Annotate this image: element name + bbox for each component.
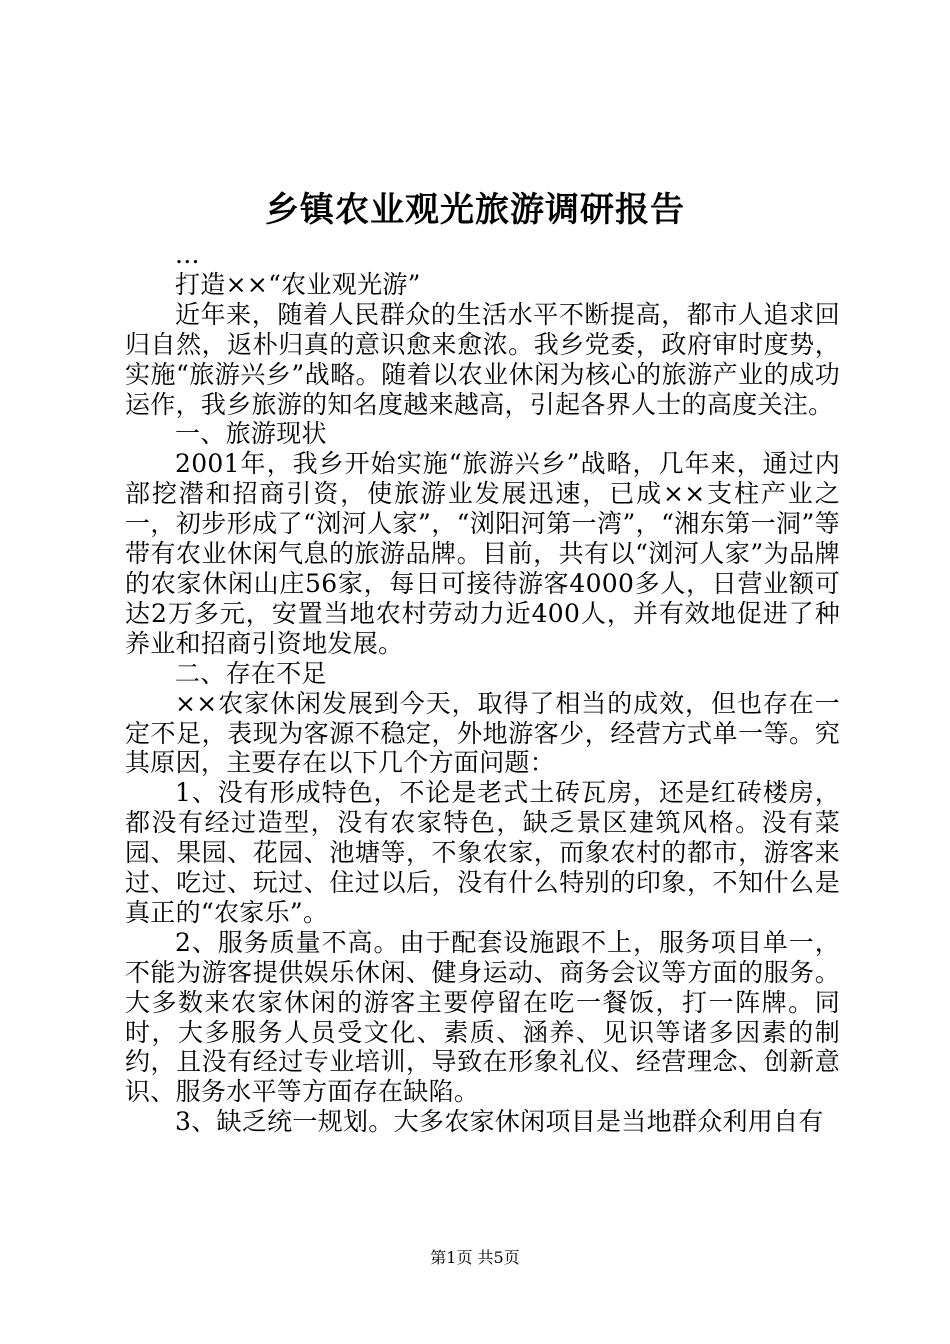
document-title: 乡镇农业观光旅游调研报告 xyxy=(265,190,685,230)
paragraph-point-3: 3、缺乏统一规划。大多农家休闲项目是当地群众利用自有 xyxy=(175,1107,824,1137)
document-body xyxy=(125,240,840,1137)
section-heading-status: 一、旅游现状 xyxy=(175,419,327,449)
paragraph-ellipsis: ... xyxy=(175,240,200,269)
paragraph-subtitle: 打造××“农业观光游” xyxy=(175,269,421,299)
paragraph-point-2: 2、服务质量不高。由于配套设施跟不上，服务项目单一，不能为游客提供娱乐休闲、健身运动、商务会议等方面的服务。大多数来农家休闲的游客主要停留在吃一餐饭，打一阵牌。同时，大多服务人员受文化、素质、涵养、见识等诸多因素的制约，且没有经过专业培训，导致在形象礼仪、经营理念、创新意识、服务水平等方面存在缺陷。 xyxy=(125,927,840,1107)
paragraph-status: 2001年，我乡开始实施“旅游兴乡”战略，几年来，通过内部挖潜和招商引资，使旅游业发展迅速，已成××支柱产业之一，初步形成了“浏河人家”，“浏阳河第一湾”，“湘东第一洞”等带有农业休闲气息的旅游品牌。目前，共有以“浏河人家”为品牌的农家休闲山庄56家，每日可接待游客4000多人，日营业额可达2万多元，安置当地农村劳动力近400人，并有效地促进了种养业和招商引资地发展。 xyxy=(125,449,840,658)
paragraph-intro: 近年来，随着人民群众的生活水平不断提高，都市人追求回归自然，返朴归真的意识愈来愈浓。我乡党委，政府审时度势，实施“旅游兴乡”战略。随着以农业休闲为核心的旅游产业的成功运作，我乡旅游的知名度越来越高，引起各界人士的高度关注。 xyxy=(125,299,840,419)
paragraph-point-1: 1、没有形成特色，不论是老式土砖瓦房，还是红砖楼房，都没有经过造型，没有农家特色，缺乏景区建筑风格。没有菜园、果园、花园、池塘等，不象农家，而象农村的都市，游客来过、吃过、玩过、住过以后，没有什么特别的印象，不知什么是真正的“农家乐”。 xyxy=(125,778,840,927)
page-footer: 第1页 共5页 xyxy=(430,1248,520,1267)
paragraph-shortcomings: ××农家休闲发展到今天，取得了相当的成效，但也存在一定不足，表现为客源不稳定，外地游客少，经营方式单一等。究其原因，主要存在以下几个方面问题： xyxy=(125,688,840,778)
section-heading-shortcomings: 二、存在不足 xyxy=(175,658,327,688)
